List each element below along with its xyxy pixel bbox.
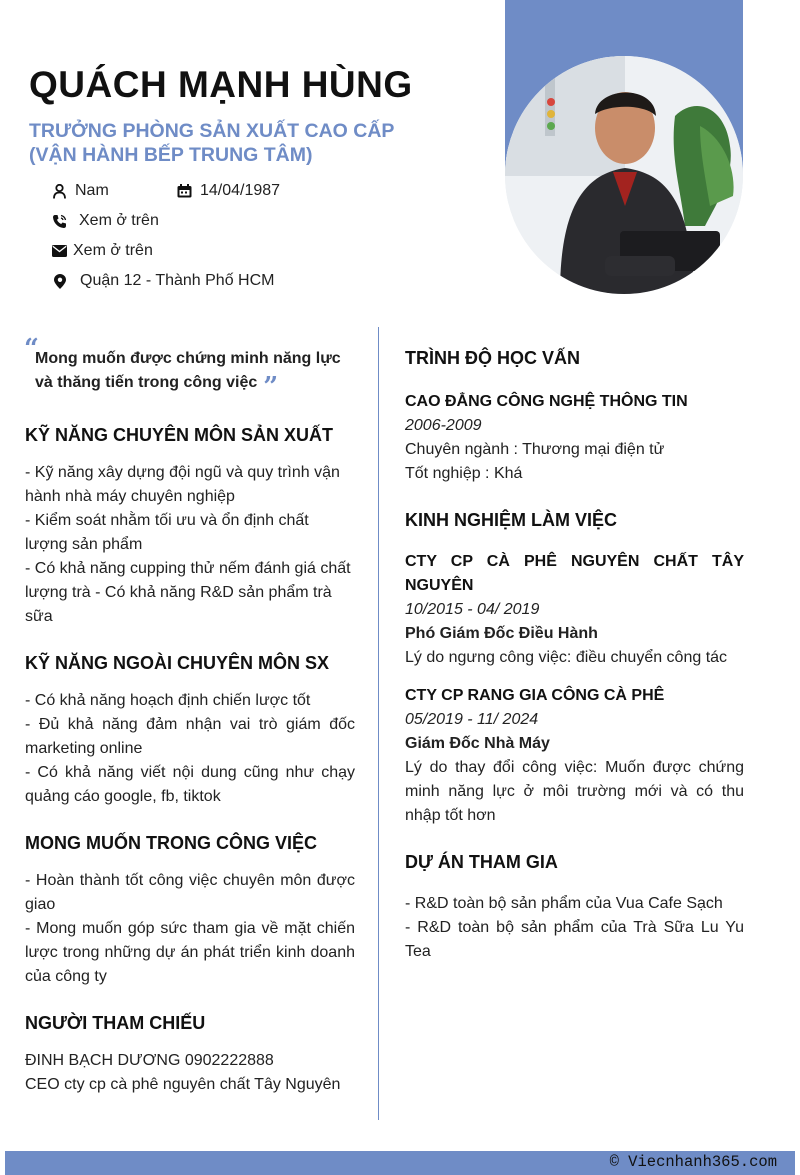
job-entry (405, 684, 744, 828)
map-pin-icon (52, 274, 67, 289)
section-references (25, 1011, 355, 1097)
quote-text: Mong muốn được chứng minh năng lực và thăng tiến trong công việc (35, 350, 341, 391)
address-value: Quận 12 - Thành Phố HCM (80, 272, 275, 289)
section-professional-skills (25, 423, 355, 629)
list-item: - Đủ khả năng đảm nhận vai trò giám đốc marketing online (25, 716, 355, 757)
footer-bar (5, 1151, 795, 1175)
list-item: - Mong muốn góp sức tham gia về mặt chiến lược trong những dự án phát triển kinh doanh của công ty (25, 920, 355, 985)
list-item: - R&D toàn bộ sản phẩm của Trà Sữa Lu Yu Tea (405, 919, 744, 960)
reference-name: ĐINH BẠCH DƯƠNG 0902222888 (25, 1052, 274, 1069)
career-objective-quote (24, 334, 355, 402)
section-heading: KỸ NĂNG CHUYÊN MÔN SẢN XUẤT (25, 425, 334, 445)
footer-copyright: © Viecnhanh365.com (609, 1153, 777, 1171)
list-item: - R&D toàn bộ sản phẩm của Vua Cafe Sạch (405, 895, 723, 912)
job-note: Lý do ngưng công việc: điều chuyển công tác (405, 649, 728, 666)
job-period: 05/2019 - 11/ 2024 (405, 711, 539, 728)
section-heading: TRÌNH ĐỘ HỌC VẤN (405, 348, 580, 368)
section-experience (405, 508, 744, 828)
address-row (52, 272, 274, 290)
phone-row (52, 212, 159, 230)
email-value: Xem ở trên (73, 242, 153, 259)
section-education (405, 346, 744, 486)
job-role: Giám Đốc Nhà Máy (405, 735, 550, 752)
job-title (29, 119, 469, 167)
section-projects (405, 850, 744, 964)
job-period: 10/2015 - 04/ 2019 (405, 601, 540, 618)
email-row (52, 242, 153, 260)
left-column (25, 336, 355, 1119)
job-entry (405, 550, 744, 670)
birthdate-row (177, 182, 280, 200)
section-heading: DỰ ÁN THAM GIA (405, 852, 558, 872)
school-years: 2006-2009 (405, 417, 482, 434)
phone-value: Xem ở trên (79, 212, 159, 229)
candidate-name: QUÁCH MẠNH HÙNG (29, 64, 413, 105)
column-divider (378, 327, 379, 1120)
job-title-line-1: TRƯỞNG PHÒNG SẢN XUẤT CAO CẤP (29, 120, 395, 142)
birthdate-value: 14/04/1987 (200, 182, 281, 199)
phone-icon (52, 214, 67, 229)
gender-row (52, 182, 109, 200)
section-heading: KỸ NĂNG NGOÀI CHUYÊN MÔN SX (25, 653, 330, 673)
close-quote-icon: ” (263, 372, 279, 402)
list-item: - Kiểm soát nhằm tối ưu và ổn định chất lượng sản phẩm (25, 512, 309, 553)
open-quote-icon: “ (24, 334, 39, 364)
job-role: Phó Giám Đốc Điều Hành (405, 625, 598, 642)
reference-position: CEO cty cp cà phê nguyên chất Tây Nguyên (25, 1076, 341, 1093)
section-other-skills (25, 651, 355, 809)
list-item: - Có khả năng hoạch định chiến lược tốt (25, 692, 311, 709)
job-company: CTY CP CÀ PHÊ NGUYÊN CHẤT TÂY NGUYÊN (405, 553, 744, 594)
section-heading: NGƯỜI THAM CHIẾU (25, 1013, 206, 1033)
list-item: - Có khả năng viết nội dung cũng như chạy quảng cáo google, fb, tiktok (25, 764, 355, 805)
calendar-icon (177, 184, 192, 199)
list-item: - Có khả năng cupping thử nếm đánh giá chất lượng trà - Có khả năng R&D sản phẩm trà sữa (25, 560, 351, 625)
list-item: - Hoàn thành tốt công việc chuyên môn được giao (25, 872, 355, 913)
list-item: - Kỹ năng xây dựng đội ngũ và quy trình vận hành nhà máy chuyên nghiệp (25, 464, 340, 505)
envelope-icon (52, 244, 67, 259)
section-work-wishes (25, 831, 355, 989)
job-note: Lý do thay đổi công việc: Muốn được chứng minh năng lực ở môi trường mới và có thu nhập tốt hơn (405, 759, 744, 824)
job-company: CTY CP RANG GIA CÔNG CÀ PHÊ (405, 687, 665, 704)
section-heading: KINH NGHIỆM LÀM VIỆC (405, 510, 618, 530)
section-heading: MONG MUỐN TRONG CÔNG VIỆC (25, 833, 317, 853)
gender-value: Nam (75, 182, 109, 199)
school-grade: Tốt nghiệp : Khá (405, 465, 523, 482)
right-column (405, 346, 744, 986)
profile-photo (505, 56, 743, 294)
school-name: CAO ĐẲNG CÔNG NGHỆ THÔNG TIN (405, 393, 688, 410)
job-title-line-2: (VẬN HÀNH BẾP TRUNG TÂM) (29, 144, 313, 166)
school-major: Chuyên ngành : Thương mại điện tử (405, 441, 665, 458)
person-icon (52, 184, 67, 199)
